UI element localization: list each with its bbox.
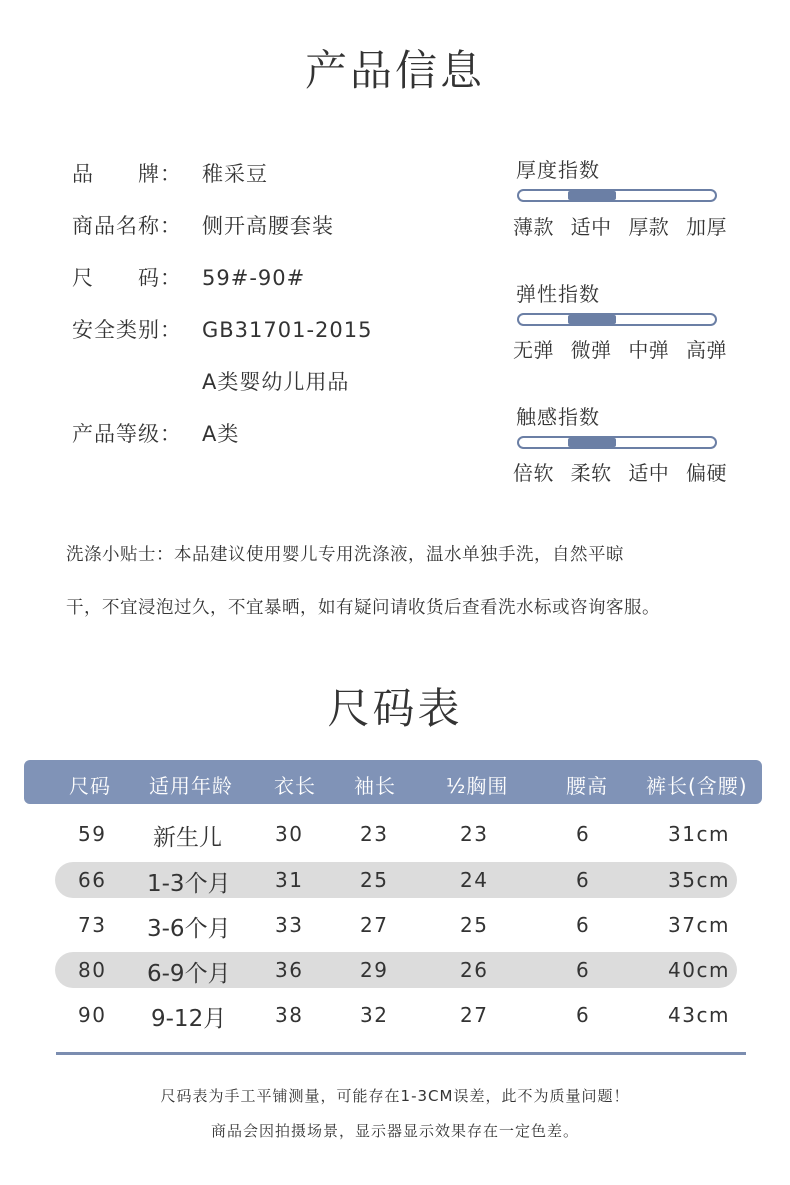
info-label: 品 牌： — [72, 162, 182, 186]
info-row-name — [72, 210, 334, 240]
index-knob — [568, 438, 616, 447]
table-cell-age: 3-6个月 — [147, 916, 231, 942]
table-cell: 36 — [275, 958, 304, 982]
index-option: 偏硬 — [685, 461, 727, 485]
table-cell: 23 — [460, 822, 489, 846]
table-cell: 6 — [576, 958, 591, 982]
table-cell: 35cm — [668, 868, 730, 892]
index-option: 加厚 — [685, 215, 727, 239]
table-cell: 6 — [576, 868, 591, 892]
header-cell: 尺码 — [69, 774, 111, 798]
thickness-index-track — [517, 189, 717, 202]
table-cell: 30 — [275, 822, 304, 846]
table-cell-age: 6-9个月 — [147, 961, 231, 987]
header-cell: 袖长 — [354, 774, 396, 798]
elasticity-index-title: 弹性指数 — [516, 282, 600, 306]
table-cell-size: 59 — [78, 822, 107, 846]
header-cell: 裤长(含腰) — [646, 774, 748, 798]
header-cell: 衣长 — [274, 774, 316, 798]
footnote-measurement: 尺码表为手工平铺测量，可能存在1-3CM误差，此不为质量问题！ — [160, 1087, 630, 1105]
table-cell-age: 9-12月 — [151, 1006, 227, 1032]
info-label: 产品等级： — [72, 422, 182, 446]
table-cell: 26 — [460, 958, 489, 982]
table-cell: 32 — [360, 1003, 389, 1027]
product-info-title: 产品信息 — [304, 46, 485, 95]
info-row-size — [72, 262, 305, 292]
info-row-safety — [72, 314, 373, 344]
index-option: 中弹 — [628, 338, 670, 362]
info-value: 59#-90# — [202, 266, 306, 290]
info-row-brand — [72, 158, 268, 188]
table-cell: 24 — [460, 868, 489, 892]
index-knob — [568, 191, 616, 200]
table-cell-size: 90 — [78, 1003, 107, 1027]
info-row-grade — [72, 418, 239, 448]
index-option: 微弹 — [570, 338, 612, 362]
table-cell-size: 73 — [78, 913, 107, 937]
touch-index-options — [513, 457, 727, 486]
table-cell: 40cm — [668, 958, 730, 982]
table-divider — [56, 1052, 746, 1055]
table-cell: 38 — [275, 1003, 304, 1027]
table-cell: 27 — [360, 913, 389, 937]
index-knob — [568, 315, 616, 324]
table-cell-size: 80 — [78, 958, 107, 982]
table-cell: 31cm — [668, 822, 730, 846]
table-cell: 31 — [275, 868, 304, 892]
info-value: A类婴幼儿用品 — [202, 370, 350, 394]
thickness-index-options — [513, 211, 727, 240]
footnote-color: 商品会因拍摄场景，显示器显示效果存在一定色差。 — [210, 1122, 579, 1140]
thickness-index-title: 厚度指数 — [516, 158, 600, 182]
index-option: 适中 — [628, 461, 670, 485]
index-option: 厚款 — [628, 215, 670, 239]
index-option: 柔软 — [570, 461, 612, 485]
table-cell: 29 — [360, 958, 389, 982]
info-value: 侧开高腰套装 — [202, 214, 334, 238]
touch-index-track — [517, 436, 717, 449]
table-cell: 27 — [460, 1003, 489, 1027]
table-cell: 37cm — [668, 913, 730, 937]
info-label: 安全类别： — [72, 318, 182, 342]
touch-index-title: 触感指数 — [516, 405, 600, 429]
info-label: 商品名称： — [72, 214, 182, 238]
index-option: 高弹 — [685, 338, 727, 362]
table-cell: 6 — [576, 913, 591, 937]
table-cell: 6 — [576, 822, 591, 846]
table-cell: 33 — [275, 913, 304, 937]
table-cell-age: 新生儿 — [153, 825, 222, 851]
size-chart-title: 尺码表 — [327, 684, 463, 733]
elasticity-index-track — [517, 313, 717, 326]
header-cell: 适用年龄 — [149, 774, 233, 798]
wash-tip-line-1: 洗涤小贴士：本品建议使用婴儿专用洗涤液，温水单独手洗，自然平晾 — [66, 545, 624, 565]
table-cell: 25 — [460, 913, 489, 937]
table-cell: 43cm — [668, 1003, 730, 1027]
index-option: 倍软 — [513, 461, 554, 485]
info-row-safety-cont — [72, 366, 349, 396]
elasticity-index-options — [513, 334, 727, 363]
size-table-header — [24, 760, 762, 804]
wash-tip-line-2: 干，不宜浸泡过久，不宜暴晒，如有疑问请收货后查看洗水标或咨询客服。 — [66, 598, 660, 618]
info-value: GB31701-2015 — [202, 318, 373, 342]
info-value: A类 — [202, 422, 240, 446]
info-value: 稚采豆 — [202, 162, 268, 186]
table-cell: 6 — [576, 1003, 591, 1027]
table-cell: 23 — [360, 822, 389, 846]
table-cell: 25 — [360, 868, 389, 892]
header-cell: 腰高 — [566, 774, 608, 798]
index-option: 薄款 — [513, 215, 554, 239]
header-cell: ½胸围 — [446, 774, 509, 798]
index-option: 无弹 — [513, 338, 554, 362]
index-option: 适中 — [570, 215, 612, 239]
table-cell-size: 66 — [78, 868, 107, 892]
info-label: 尺 码： — [72, 266, 182, 290]
table-cell-age: 1-3个月 — [147, 871, 231, 897]
